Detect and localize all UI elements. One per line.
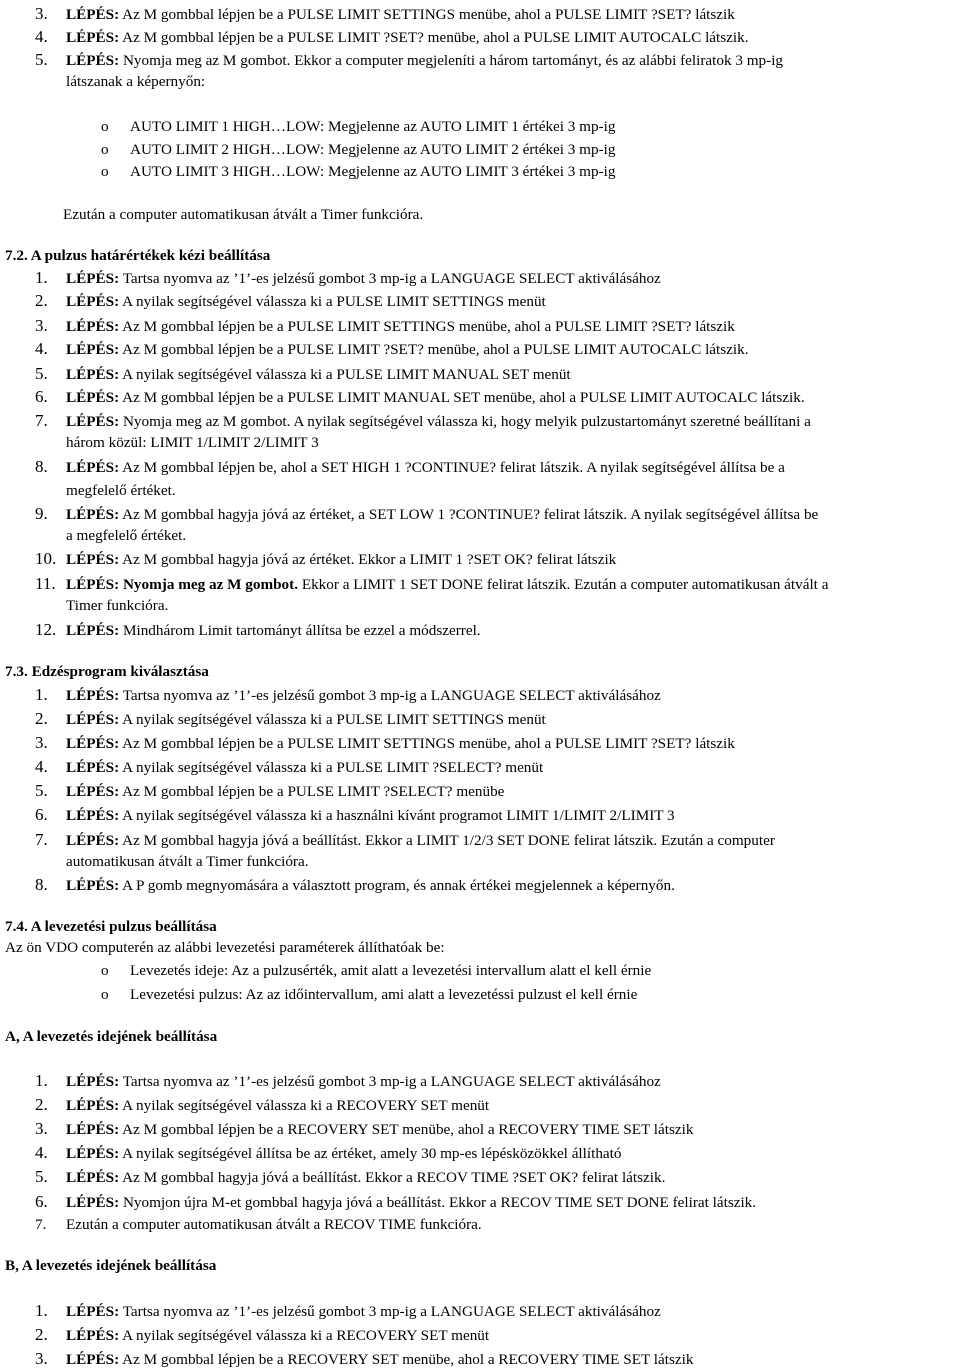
step-number: 9. <box>35 504 48 523</box>
step-text: LÉPÉS: Az M gombbal hagyja jóvá a beállítást. Ekkor a LIMIT 1/2/3 SET DONE felirat látszik. Ezután a computer <box>66 832 775 849</box>
step-text-continuation: a megfelelő értéket. <box>66 527 187 544</box>
step-text: LÉPÉS: Az M gombbal hagyja jóvá a beállítást. Ekkor a RECOV TIME ?SET OK? felirat látszik. <box>66 1169 666 1186</box>
step-number: 1. <box>35 268 48 287</box>
section-heading: A, A levezetés idejének beállítása <box>5 1028 218 1045</box>
step-number: 10. <box>35 549 57 568</box>
step-number: 7. <box>35 830 48 849</box>
step-text-continuation: Timer funkcióra. <box>66 597 169 614</box>
step-text: LÉPÉS: Mindhárom Limit tartományt állítsa be ezzel a módszerrel. <box>66 622 481 639</box>
step-number: 1. <box>35 1071 48 1090</box>
step-text: LÉPÉS: Nyomja meg az M gombot. Ekkor a computer megjeleníti a három tartományt, és az alábbi feliratok 3 mp-ig <box>66 52 784 69</box>
step-text: LÉPÉS: Az M gombbal lépjen be, ahol a SET HIGH 1 ?CONTINUE? felirat látszik. A nyilak segítségével állítsa be a <box>66 459 785 476</box>
step-text: LÉPÉS: Az M gombbal lépjen be a PULSE LIMIT ?SELECT? menübe <box>66 783 505 800</box>
step-number: 6. <box>35 805 48 824</box>
bullet-mark: o <box>101 141 109 158</box>
bullet-mark: o <box>101 118 109 135</box>
step-number: 4. <box>35 1143 48 1162</box>
step-text: LÉPÉS: Az M gombbal lépjen be a PULSE LIMIT SETTINGS menübe, ahol a PULSE LIMIT ?SET? látszik <box>66 735 735 752</box>
step-text: LÉPÉS: Az M gombbal lépjen be a RECOVERY SET menübe, ahol a RECOVERY TIME SET látszik <box>66 1121 694 1138</box>
step-number: 6. <box>35 1192 48 1211</box>
step-number: 2. <box>35 1325 48 1344</box>
bullet-text: AUTO LIMIT 2 HIGH…LOW: Megjelenne az AUTO LIMIT 2 értékei 3 mp-ig <box>130 141 616 158</box>
step-text: LÉPÉS: A nyilak segítségével válassza ki a RECOVERY SET menüt <box>66 1097 490 1114</box>
step-number: 4. <box>35 339 48 358</box>
step-text: LÉPÉS: Nyomjon újra M-et gombbal hagyja jóvá a beállítást. Ekkor a RECOV TIME SET DONE felirat látszik. <box>66 1194 757 1211</box>
step-number: 12. <box>35 620 57 639</box>
step-text: LÉPÉS: Tartsa nyomva az ’1’-es jelzésű gombot 3 mp-ig a LANGUAGE SELECT aktiválásához <box>66 270 661 287</box>
step-text: LÉPÉS: Az M gombbal lépjen be a PULSE LIMIT ?SET? menübe, ahol a PULSE LIMIT AUTOCALC látszik. <box>66 29 749 46</box>
step-number: 6. <box>35 387 48 406</box>
step-text: LÉPÉS: Tartsa nyomva az ’1’-es jelzésű gombot 3 mp-ig a LANGUAGE SELECT aktiválásához <box>66 1073 661 1090</box>
section-heading: B, A levezetés idejének beállítása <box>5 1257 217 1274</box>
step-text: LÉPÉS: A P gomb megnyomására a választott program, és annak értékei megjelennek a képernyőn. <box>66 877 675 894</box>
bullet-text: AUTO LIMIT 1 HIGH…LOW: Megjelenne az AUTO LIMIT 1 értékei 3 mp-ig <box>130 118 616 135</box>
bullet-text: Levezetés ideje: Az a pulzusérték, amit alatt a levezetési intervallum alatt el kell érnie <box>130 962 652 979</box>
step-text: LÉPÉS: Nyomja meg az M gombot. Ekkor a LIMIT 1 SET DONE felirat látszik. Ezután a computer automatikusan átvált a <box>66 576 829 593</box>
step-text: Ezután a computer automatikusan átvált a RECOV TIME funkcióra. <box>66 1216 482 1233</box>
step-number: 5. <box>35 50 48 69</box>
step-number: 3. <box>35 1349 48 1368</box>
step-number: 4. <box>35 757 48 776</box>
step-number: 8. <box>35 875 48 894</box>
step-text-continuation: látszanak a képernyőn: <box>66 73 206 90</box>
step-number: 5. <box>35 1167 48 1186</box>
step-number: 2. <box>35 1095 48 1114</box>
step-text-continuation: három közül: LIMIT 1/LIMIT 2/LIMIT 3 <box>66 434 319 451</box>
step-number: 3. <box>35 316 48 335</box>
step-number: 11. <box>35 574 56 593</box>
paragraph: Ezután a computer automatikusan átvált a Timer funkcióra. <box>63 206 424 223</box>
step-text: LÉPÉS: Nyomja meg az M gombot. A nyilak segítségével válassza ki, hogy melyik pulzustartományt szeretné beállítani a <box>66 413 811 430</box>
step-text: LÉPÉS: Tartsa nyomva az ’1’-es jelzésű gombot 3 mp-ig a LANGUAGE SELECT aktiválásához <box>66 1303 661 1320</box>
step-text: LÉPÉS: A nyilak segítségével válassza ki a használni kívánt programot LIMIT 1/LIMIT 2/LIMIT 3 <box>66 807 675 824</box>
step-text: LÉPÉS: Az M gombbal lépjen be a PULSE LIMIT SETTINGS menübe, ahol a PULSE LIMIT ?SET? látszik <box>66 6 735 23</box>
step-number: 3. <box>35 1119 48 1138</box>
step-number: 3. <box>35 4 48 23</box>
step-text: LÉPÉS: Az M gombbal lépjen be a RECOVERY SET menübe, ahol a RECOVERY TIME SET látszik <box>66 1351 694 1368</box>
paragraph: Az ön VDO computerén az alábbi levezetési paraméterek állíthatóak be: <box>5 939 445 956</box>
step-text: LÉPÉS: A nyilak segítségével válassza ki a PULSE LIMIT MANUAL SET menüt <box>66 366 571 383</box>
step-text-continuation: megfelelő értéket. <box>66 482 176 499</box>
step-number: 8. <box>35 457 48 476</box>
step-number: 1. <box>35 685 48 704</box>
bullet-text: AUTO LIMIT 3 HIGH…LOW: Megjelenne az AUTO LIMIT 3 értékei 3 mp-ig <box>130 163 616 180</box>
step-number: 5. <box>35 364 48 383</box>
bullet-mark: o <box>101 986 109 1003</box>
step-text: LÉPÉS: A nyilak segítségével válassza ki a PULSE LIMIT SETTINGS menüt <box>66 293 546 310</box>
step-number: 3. <box>35 733 48 752</box>
step-text-continuation: automatikusan átvált a Timer funkcióra. <box>66 853 309 870</box>
step-text: LÉPÉS: A nyilak segítségével válassza ki a RECOVERY SET menüt <box>66 1327 490 1344</box>
step-text: LÉPÉS: A nyilak segítségével válassza ki a PULSE LIMIT ?SELECT? menüt <box>66 759 544 776</box>
step-number: 4. <box>35 27 48 46</box>
step-text: LÉPÉS: Az M gombbal lépjen be a PULSE LIMIT MANUAL SET menübe, ahol a PULSE LIMIT AUTOCALC látszik. <box>66 389 805 406</box>
step-text: LÉPÉS: A nyilak segítségével állítsa be az értéket, amely 30 mp-es lépésközökkel állítható <box>66 1145 622 1162</box>
step-text: LÉPÉS: Az M gombbal hagyja jóvá az értéket, a SET LOW 1 ?CONTINUE? felirat látszik. A nyilak segítségével állítsa be <box>66 506 819 523</box>
step-text: LÉPÉS: Tartsa nyomva az ’1’-es jelzésű gombot 3 mp-ig a LANGUAGE SELECT aktiválásához <box>66 687 661 704</box>
bullet-mark: o <box>101 962 109 979</box>
step-text: LÉPÉS: Az M gombbal lépjen be a PULSE LIMIT ?SET? menübe, ahol a PULSE LIMIT AUTOCALC látszik. <box>66 341 749 358</box>
step-number: 1. <box>35 1301 48 1320</box>
section-heading: 7.3. Edzésprogram kiválasztása <box>5 663 209 680</box>
step-text: LÉPÉS: A nyilak segítségével válassza ki a PULSE LIMIT SETTINGS menüt <box>66 711 546 728</box>
step-text: LÉPÉS: Az M gombbal hagyja jóvá az értéket. Ekkor a LIMIT 1 ?SET OK? felirat látszik <box>66 551 617 568</box>
section-heading: 7.4. A levezetési pulzus beállítása <box>5 918 217 935</box>
bullet-text: Levezetési pulzus: Az az időintervallum, ami alatt a levezetéssi pulzust el kell érnie <box>130 986 638 1003</box>
step-number: 2. <box>35 291 48 310</box>
step-number: 2. <box>35 709 48 728</box>
step-number: 5. <box>35 781 48 800</box>
section-heading: 7.2. A pulzus határértékek kézi beállítása <box>5 247 271 264</box>
step-number: 7. <box>35 1216 47 1233</box>
bullet-mark: o <box>101 163 109 180</box>
step-text: LÉPÉS: Az M gombbal lépjen be a PULSE LIMIT SETTINGS menübe, ahol a PULSE LIMIT ?SET? látszik <box>66 318 735 335</box>
step-number: 7. <box>35 411 48 430</box>
